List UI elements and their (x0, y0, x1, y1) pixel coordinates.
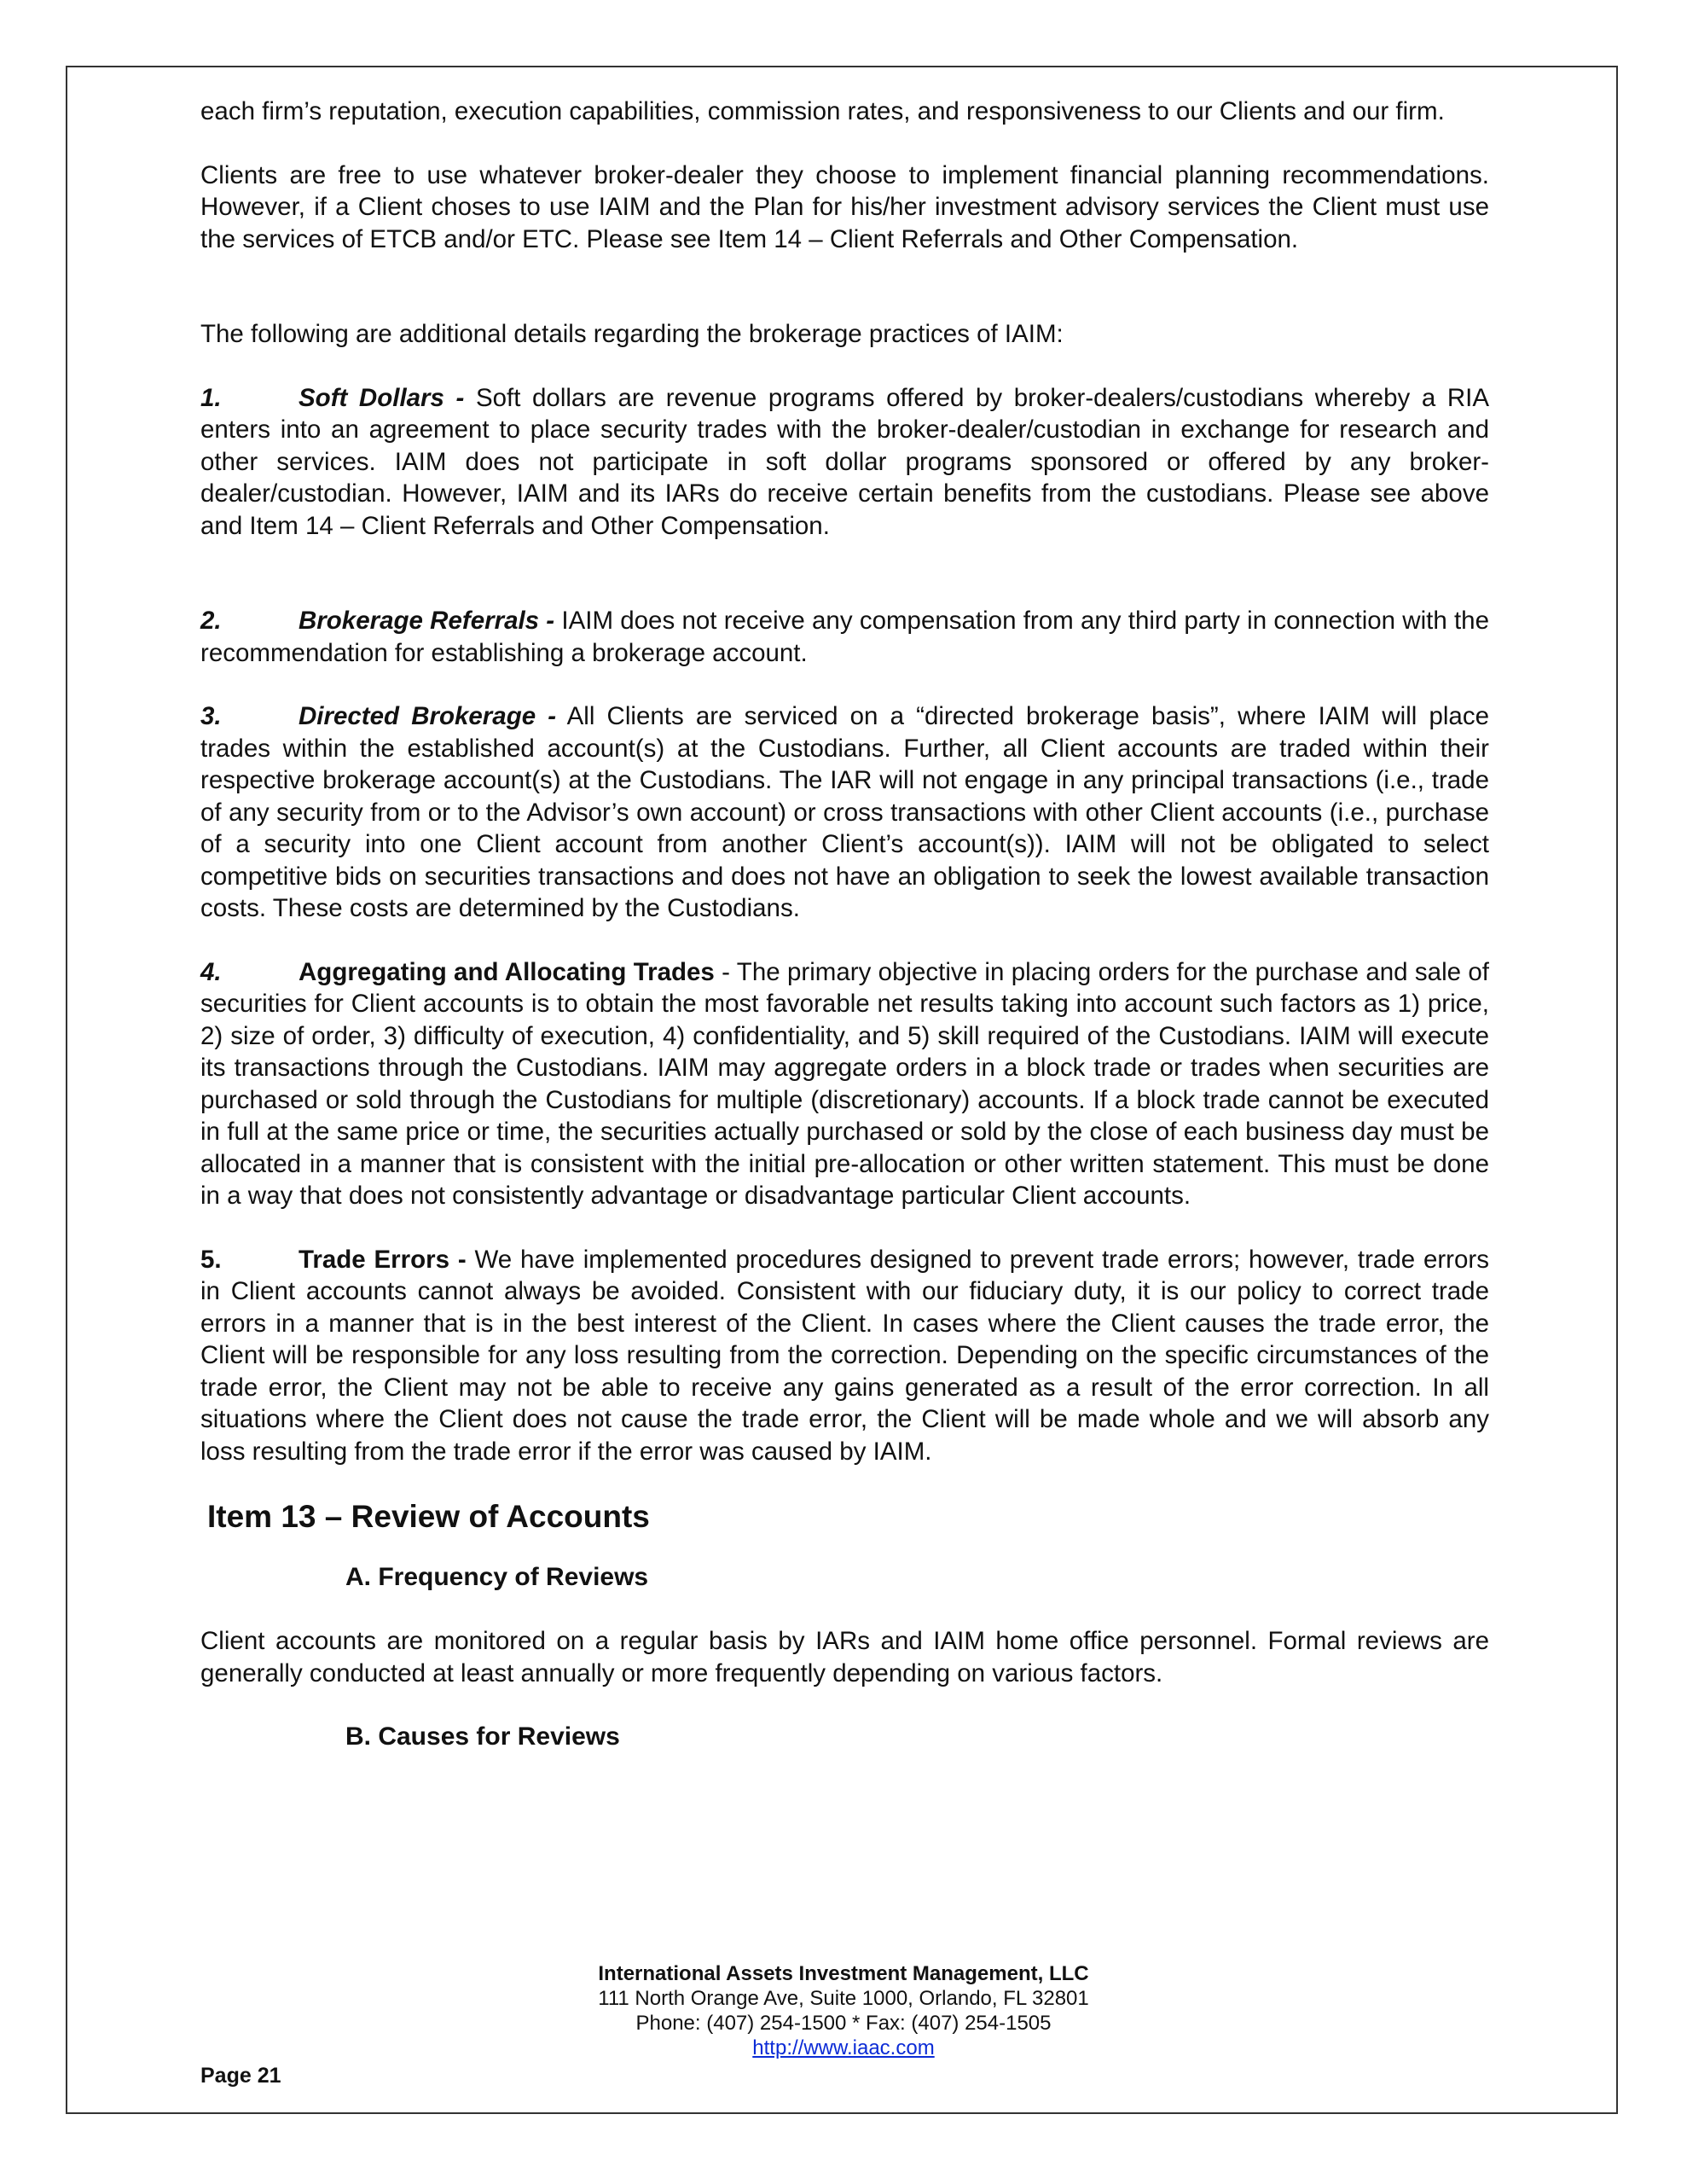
clients-paragraph: Clients are free to use whatever broker-dealer they choose to implement financial planning recommendations. However, if a Client choses to use IAIM and the Plan for his/her investment advisory services the Client must use the services of ETCB and/or ETC. Please see Item 14 – Client Referrals and Other Compensation. (200, 160, 1489, 253)
item-term: Directed Brokerage - (299, 702, 557, 730)
item-text: IAIM does not receive any compensation from any third party in connection with the recommendation for establishing a brokerage account. (200, 607, 1489, 667)
item-trade-errors (200, 1244, 1489, 1468)
item-number: 3. (200, 702, 222, 730)
item-text: We have implemented procedures designed to prevent trade errors; however, trade errors in Client accounts cannot always be avoided. Consistent with our fiduciary duty, it is our policy to correct trade errors in a manner that is in the best interest of the Client. In cases where the Client causes the trade error, the Client will be responsible for any loss resulting from the correction. Depending on the specific circumstances of the trade error, the Client may not be able to receive any gains generated as a result of the error correction. In all situations where the Client does not cause the trade error, the Client will be made whole and we will absorb any loss resulting from the trade error if the error was caused by IAIM. (200, 1245, 1489, 1466)
item-text: Soft dollars are revenue programs offered by broker-dealers/custodians whereby a RIA enters into an agreement to place security trades with the broker-dealer/custodian in exchange for research and other services. IAIM does not participate in soft dollar programs sponsored or offered by any broker-dealer/custodian. However, IAIM and its IARs do receive certain benefits from the custodians. Please see above and Item 14 – Client Referrals and Other Compensation. (200, 383, 1489, 540)
item-text: - The primary objective in placing orders for the purchase and sale of securities for Client accounts is to obtain the most favorable net results taking into account such factors as 1) price, 2) size of order, 3) difficulty of execution, 4) confidentiality, and 5) skill required of the Custodians. IAIM will execute its transactions through the Custodians. IAIM may aggregate orders in a block trade or trades when securities are purchased or sold through the Custodians for multiple (discretionary) accounts. If a block trade cannot be executed in full at the same price or time, the securities actually purchased or sold by the close of each business day must be allocated in a manner that is consistent with the initial pre-allocation or other written statement. This must be done in a way that does not consistently advantage or disadvantage particular Client accounts. (200, 957, 1489, 1210)
footer-company: International Assets Investment Management, LLC (598, 1962, 1089, 1985)
page-footer (0, 1961, 1687, 2060)
item-term: Brokerage Referrals - (299, 607, 555, 635)
item-term: Trade Errors - (299, 1245, 467, 1274)
item-number: 1. (200, 383, 222, 412)
page-number: Page 21 (200, 2064, 281, 2088)
item-number: 4. (200, 957, 222, 986)
item-term: Aggregating and Allocating Trades (299, 957, 715, 986)
intro-paragraph: each firm’s reputation, execution capabilities, commission rates, and responsiveness to our Clients and our firm. (200, 97, 1445, 125)
following-paragraph: The following are additional details regarding the brokerage practices of IAIM: (200, 320, 1064, 348)
item-text: All Clients are serviced on a “directed brokerage basis”, where IAIM will place trades within the established account(s) at the Custodians. Further, all Client accounts are traded within their respective brokerage account(s) at the Custodians. The IAR will not engage in any principal transactions (i.e., trade of any security from or to the Advisor’s own account) or cross transactions with other Client accounts (i.e., purchase of a security into one Client account from another Client’s account(s)). IAIM will not be obligated to select competitive bids on securities transactions and does not have an obligation to seek the lowest available transaction costs. These costs are determined by the Custodians. (200, 702, 1489, 922)
subheading-frequency: A. Frequency of Reviews (345, 1563, 649, 1591)
item-brokerage-referrals (200, 605, 1489, 669)
item-number: 5. (200, 1245, 222, 1274)
subheading-causes: B. Causes for Reviews (345, 1722, 620, 1751)
item-soft-dollars (200, 382, 1489, 543)
footer-website-link[interactable]: http://www.iaac.com (752, 2036, 935, 2059)
footer-address: 111 North Orange Ave, Suite 1000, Orlando, FL 32801 (598, 1987, 1089, 2010)
frequency-paragraph: Client accounts are monitored on a regular basis by IARs and IAIM home office personnel. Formal reviews are generally conducted at least annually or more frequently depending on various factors. (200, 1627, 1489, 1687)
item-term: Soft Dollars - (299, 383, 465, 412)
item-number: 2. (200, 607, 222, 635)
footer-phone: Phone: (407) 254-1500 * Fax: (407) 254-1505 (635, 2012, 1052, 2035)
document-body (200, 96, 1489, 1753)
section-heading: Item 13 – Review of Accounts (207, 1499, 650, 1534)
item-aggregating-trades (200, 956, 1489, 1212)
item-directed-brokerage (200, 700, 1489, 925)
